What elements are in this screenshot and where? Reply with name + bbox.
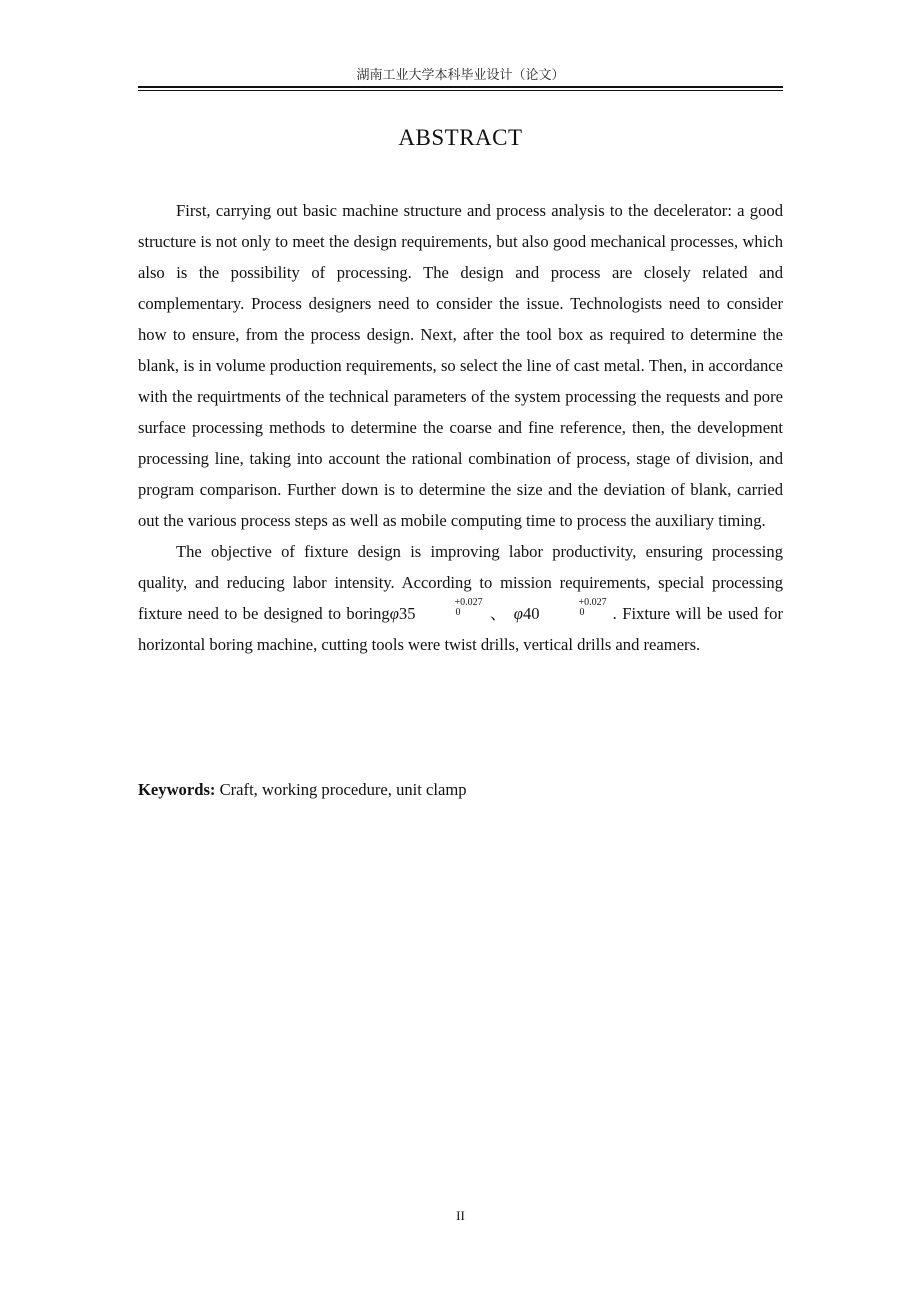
paragraph-2-text-before: The objective of fixture design is improving labor productivity, ensuring processing quality, and reducing labor intensity. According to mission requirements, special processing fixture need to be designed to boring bbox=[138, 542, 783, 623]
dimension-phi-40 bbox=[513, 597, 613, 623]
keywords-line bbox=[138, 777, 783, 803]
abstract-paragraph-1: First, carrying out basic machine structure and process analysis to the decelerator: a good structure is not only to meet the design requirements, but also good mechanical processes, which also is the possibility of processing. The design and process are closely related and complementary. Process designers need to consider the issue. Technologists need to consider how to ensure, from the process design. Next, after the tool box as required to determine the blank, is in volume production requirements, so select the line of cast metal. Then, in accordance with the requirtments of the technical parameters of the system processing the requests and pore surface processing methods to determine the coarse and fine reference, then, the development processing line, taking into account the rational combination of process, stage of division, and program comparison. Further down is to determine the size and the deviation of blank, carried out the various process steps as well as mobile computing time to process the auxiliary timing. bbox=[138, 201, 783, 530]
keywords-text: Craft, working procedure, unit clamp bbox=[215, 780, 467, 799]
abstract-body bbox=[138, 195, 783, 660]
phi-symbol: φ bbox=[389, 604, 399, 623]
dimension-separator: 、 bbox=[488, 604, 508, 623]
tolerance-lower: 0 bbox=[455, 607, 461, 618]
tolerance bbox=[417, 598, 483, 618]
header-rule-thick bbox=[138, 86, 783, 88]
paragraph-2-text-after: . Fixture will be used for horizontal boring machine, cutting tools were twist drills, vertical drills and reamers. bbox=[138, 604, 783, 654]
tolerance-lower: 0 bbox=[579, 607, 585, 618]
tolerance-upper: +0.027 bbox=[454, 597, 483, 608]
tolerance bbox=[541, 598, 607, 618]
abstract-title: ABSTRACT bbox=[398, 125, 523, 150]
tolerance-upper: +0.027 bbox=[578, 597, 607, 608]
phi-symbol: φ bbox=[513, 604, 523, 623]
header-rule-thin bbox=[138, 90, 783, 91]
keywords-label: Keywords: bbox=[138, 780, 216, 799]
dimension-phi-35 bbox=[389, 597, 489, 623]
abstract-paragraph-2 bbox=[138, 536, 783, 660]
page-number: II bbox=[456, 1208, 465, 1223]
dimension-value: 40 bbox=[522, 604, 540, 623]
running-header: 湖南工业大学本科毕业设计（论文） bbox=[356, 68, 565, 83]
dimension-value: 35 bbox=[398, 604, 416, 623]
